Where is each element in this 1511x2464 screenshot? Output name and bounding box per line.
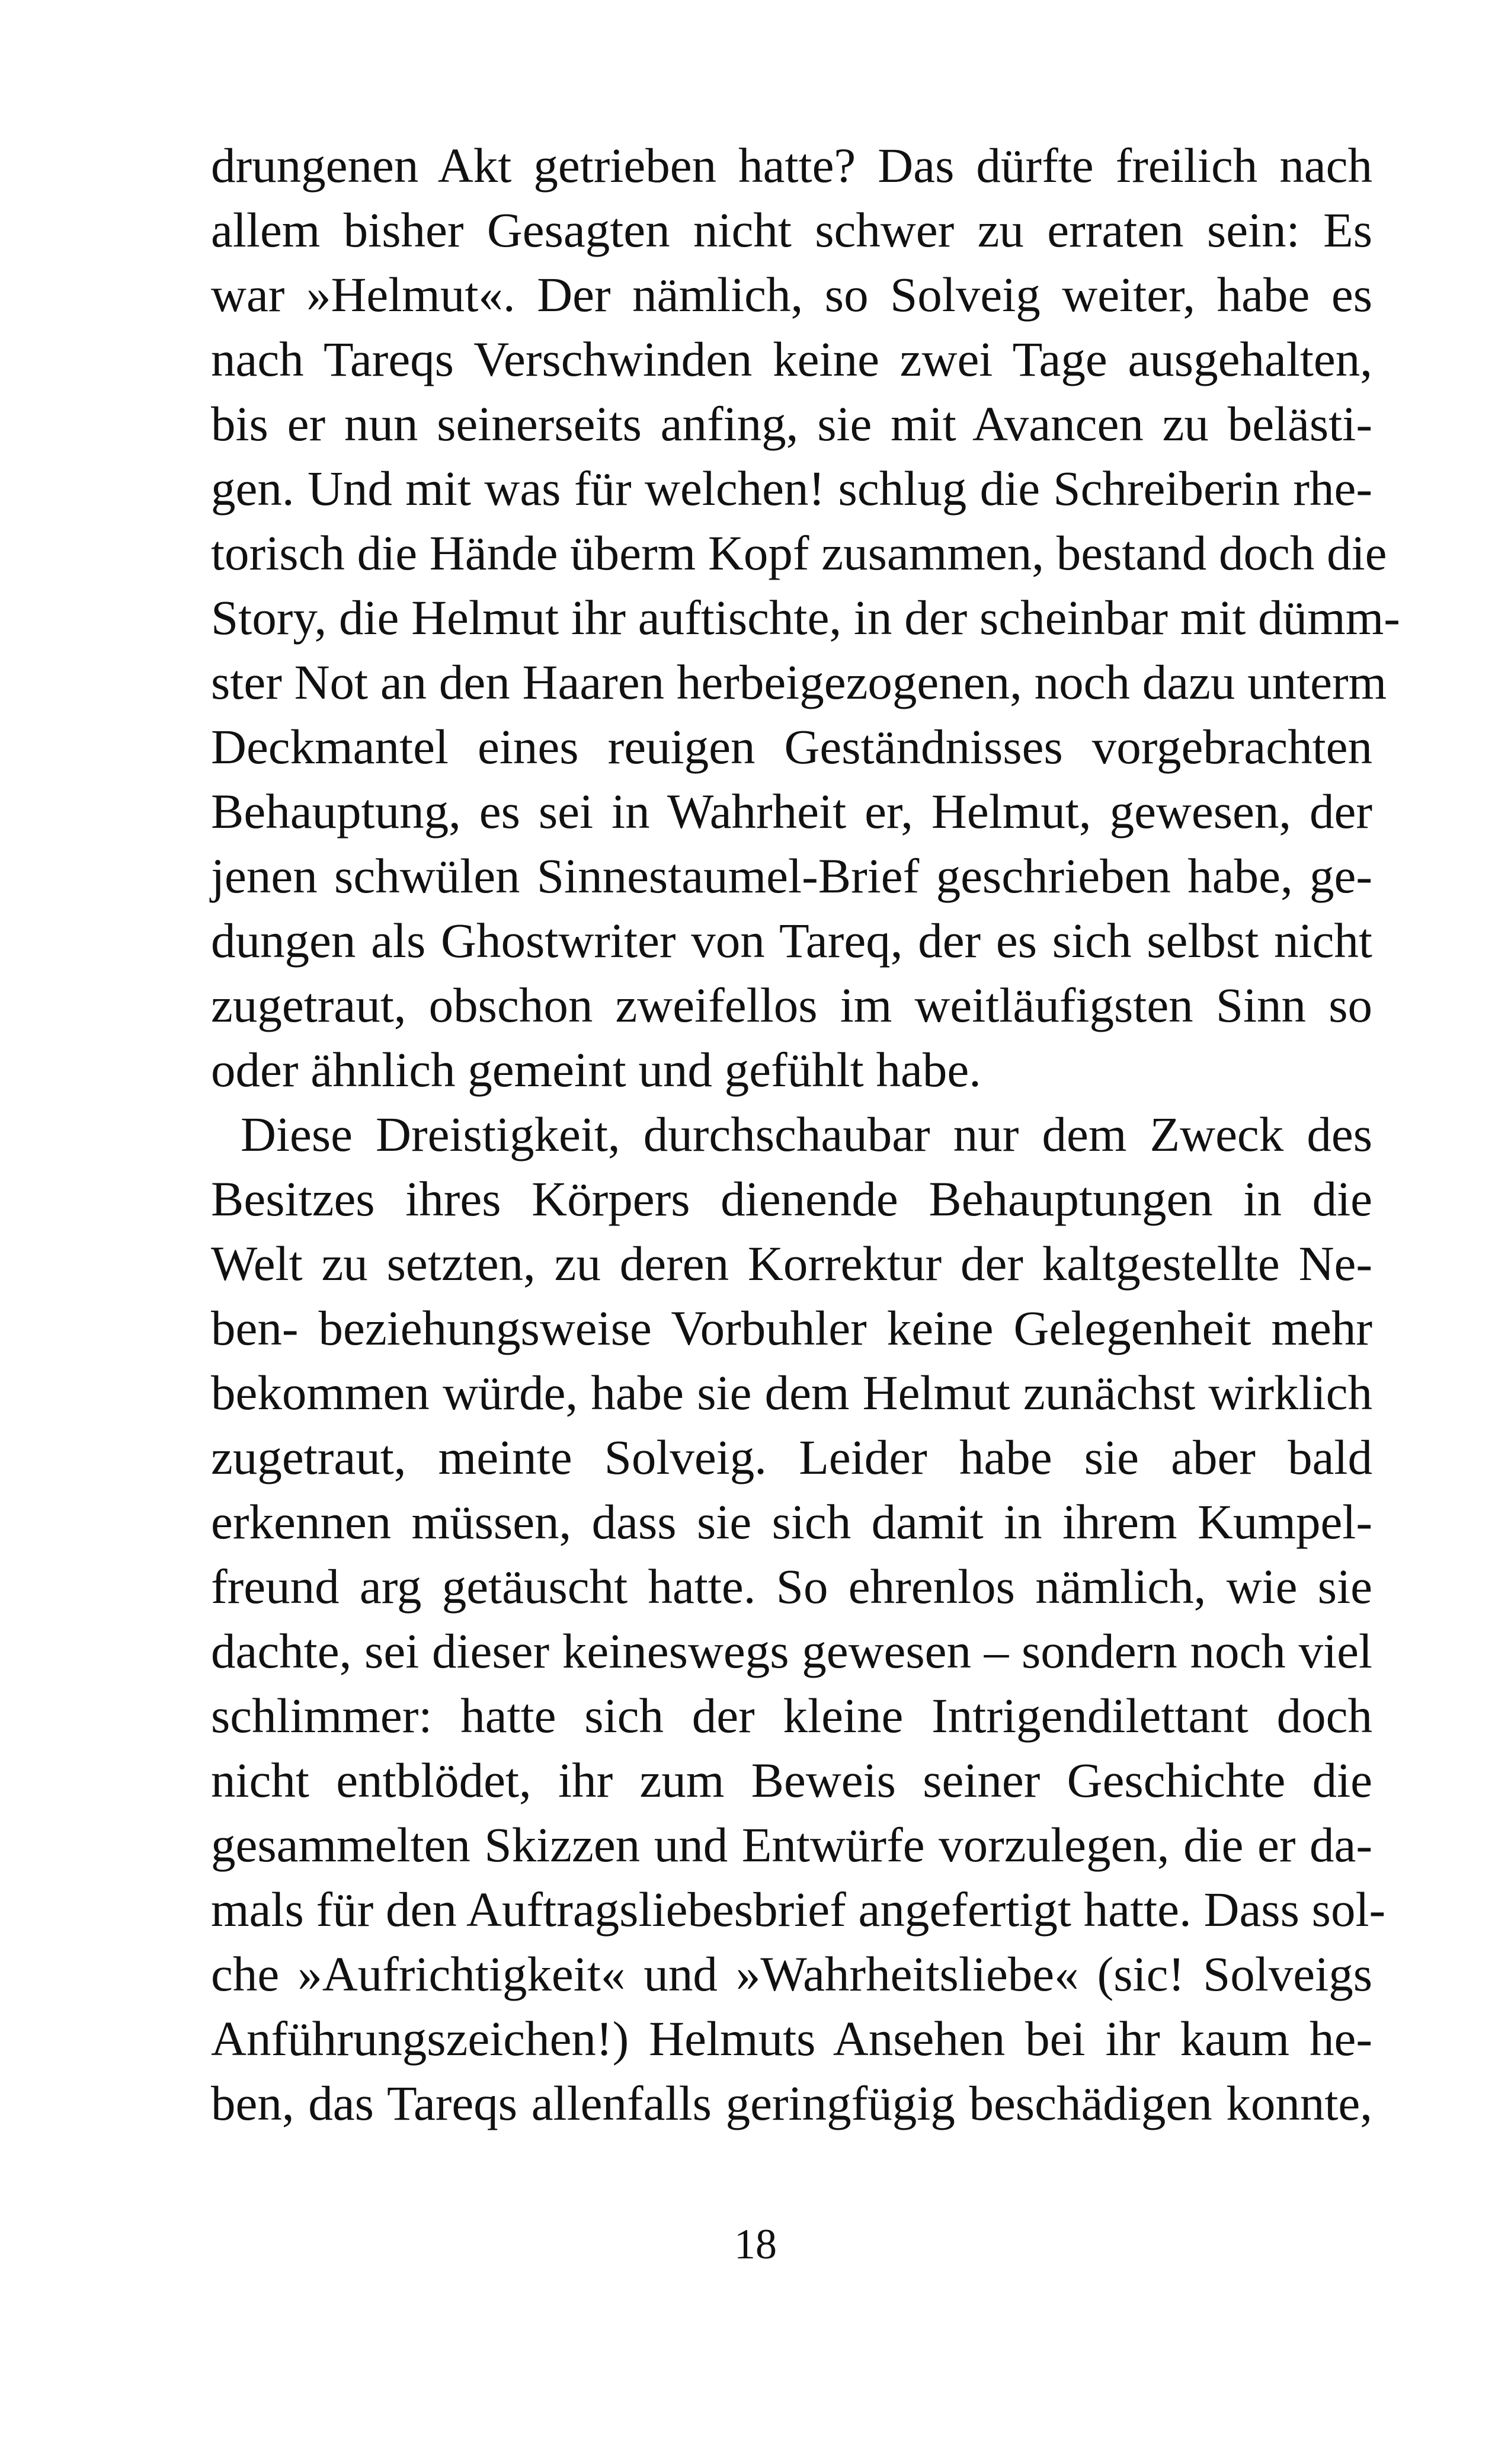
text-run: bis er nun seinerseits anfing, sie mit Avancen zu belästi- [211,396,1372,451]
text-line [211,650,1387,715]
text-line [211,779,1372,844]
text-line [211,1361,1372,1425]
italic-text-run: Und mit was für welchen! [307,461,825,516]
text-line [211,392,1372,456]
page-body-text [211,133,1400,2136]
text-run: und [625,1947,736,2001]
text-line [211,1748,1372,1813]
text-line [211,1231,1372,1296]
text-line [211,973,1372,1038]
text-run: ster Not an den Haaren herbeigezogenen, noch dazu unterm [211,655,1387,709]
italic-text-run: ehrenlos [848,1559,1015,1614]
text-run: Anführungszeichen!) Helmuts Ansehen bei ihr kaum he- [211,2011,1372,2066]
text-run: dachte, sei dieser keineswegs gewesen – sondern noch viel [211,1624,1372,1678]
text-run: zugetraut, meinte Solveig. Leider habe sie aber bald [211,1430,1372,1484]
text-line [211,1813,1372,1877]
text-run: Diese Dreistigkeit, durchschaubar nur dem Zweck des [241,1107,1372,1161]
text-line [211,908,1372,973]
text-run: jenen schwülen Sinnestaumel-Brief geschrieben habe, ge- [211,849,1372,903]
text-run: Deckmantel eines reuigen Geständnisses vorgebrachten [211,719,1372,774]
text-run: war »Helmut«. Der nämlich, so Solveig weiter, habe es [211,267,1372,322]
text-run: Besitzes ihres Körpers dienende Behauptungen in die [211,1172,1372,1226]
text-run: torisch die Hände überm Kopf zusammen, bestand doch die [211,526,1387,580]
text-line [211,1684,1372,1748]
text-line [211,521,1387,585]
text-run: oder ähnlich gemeint und gefühlt habe. [211,1042,981,1097]
text-run: ben- beziehungsweise Vorbuhler keine Gelegenheit mehr [211,1301,1372,1355]
text-line [211,1167,1372,1231]
text-run: bekommen würde, habe sie dem Helmut zunächst wirklich [211,1365,1372,1420]
text-run: freund arg getäuscht hatte. So [211,1559,849,1614]
text-run: che [211,1947,298,2001]
text-line [211,715,1372,779]
text-run: nämlich, wie sie [1014,1559,1372,1614]
text-run: erkennen müssen, dass sie sich damit in ihrem Kumpel- [211,1495,1372,1549]
text-run: drungenen Akt getrieben hatte? Das dürfte freilich nach [211,138,1372,193]
page-number: 18 [734,2220,777,2268]
text-run: dungen als Ghostwriter von Tareq, der es sich selbst nicht [211,913,1372,968]
text-line [211,1619,1372,1684]
text-run: zugetraut, obschon zweifellos im weitläufigsten Sinn so [211,978,1372,1032]
text-run: allem bisher Gesagten nicht schwer zu erraten sein: Es [211,203,1372,257]
text-run: ben, das Tareqs allenfalls geringfügig beschädigen konnte, [211,2076,1372,2130]
text-run: nicht entblödet, ihr zum Beweis seiner Geschichte die [211,1753,1372,1807]
text-run: mals für den Auftragsliebesbrief angefertigt hatte. Dass sol- [211,1882,1386,1937]
text-line [211,1942,1372,2007]
text-run: Story, die Helmut ihr auftischte, in der scheinbar mit dümm- [211,590,1400,645]
text-line [211,133,1372,198]
text-line [211,1554,1372,1619]
italic-text-run: »Wahrheitsliebe« [735,1947,1079,2001]
text-run: Welt zu setzten, zu deren Korrektur der kaltgestellte Ne- [211,1236,1372,1291]
text-line [211,1296,1372,1361]
text-line [211,2007,1372,2071]
text-run: gen. [211,461,308,516]
text-line [211,327,1372,392]
text-line [211,1102,1372,1167]
text-line [211,844,1372,908]
text-run: (sic! Solveigs [1078,1947,1373,2001]
text-line [211,585,1400,650]
text-line [211,1877,1386,1942]
text-line [211,263,1372,327]
text-line [211,2071,1372,2136]
italic-text-run: »Aufrichtigkeit« [297,1947,626,2001]
text-run: Behauptung, es sei in Wahrheit er, Helmut, gewesen, der [211,784,1372,839]
text-line [211,1425,1372,1490]
text-run: nach Tareqs Verschwinden keine zwei Tage ausgehalten, [211,332,1372,386]
text-line [211,198,1372,263]
text-run: schlimmer: hatte sich der kleine Intrigendilettant doch [211,1688,1372,1743]
text-line [211,1490,1372,1554]
text-line [211,456,1372,521]
text-run: gesammelten Skizzen und Entwürfe vorzulegen, die er da- [211,1817,1372,1872]
text-run: schlug die Schreiberin rhe- [825,461,1373,516]
text-line [211,1038,1372,1102]
